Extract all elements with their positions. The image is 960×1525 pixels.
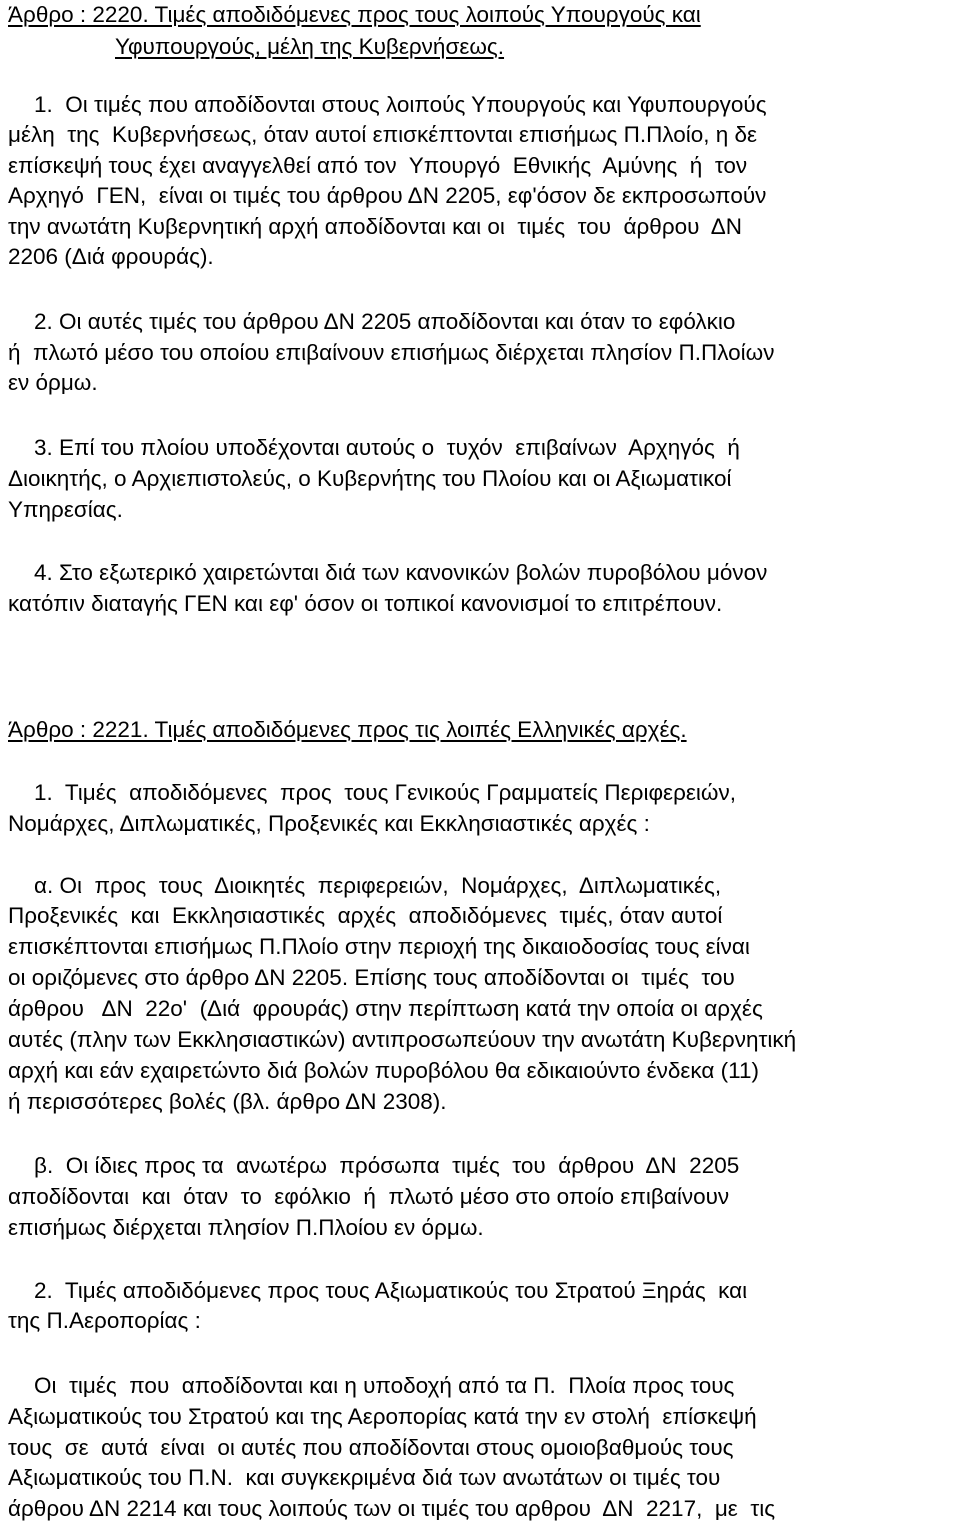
article-2220-title-line-1: Άρθρο : 2220. Τιμές αποδιδόμενες προς τους λοιπούς Υπουργούς και — [8, 2, 701, 27]
text-line: εν όρμω. — [8, 370, 98, 395]
text-line: αυτές (πλην των Εκκλησιαστικών) αντιπροσωπεύουν την ανωτάτη Κυβερνητική — [8, 1027, 797, 1052]
text-line: ή πλωτό μέσο του οποίου επιβαίνουν επισήμως διέρχεται πλησίον Π.Πλοίων — [8, 340, 775, 365]
text-line: της Π.Αεροπορίας : — [8, 1308, 201, 1333]
text-line: Διοικητής, ο Αρχιεπιστολεύς, ο Κυβερνήτης του Πλοίου και οι Αξιωματικοί — [8, 466, 732, 491]
text-line: άρθρου ΔΝ 22ο' (Διά φρουράς) στην περίπτωση κατά την οποία οι αρχές — [8, 996, 763, 1021]
text-line: Αξιωματικούς του Στρατού και της Αεροπορίας κατά την εν στολή επίσκεψή — [8, 1404, 757, 1429]
text-line: Αρχηγό ΓΕΝ, είναι οι τιμές του άρθρου ΔΝ 2205, εφ'όσον δε εκπροσωπούν — [8, 183, 767, 208]
text-line: ή περισσότερες βολές (βλ. άρθρο ΔΝ 2308). — [8, 1089, 447, 1114]
text-line: μέλη της Κυβερνήσεως, όταν αυτοί επισκέπτονται επισήμως Π.Πλοίο, η δε — [8, 122, 758, 147]
text-line: αποδίδονται και όταν το εφόλκιο ή πλωτό μέσο στο οποίο επιβαίνουν — [8, 1184, 730, 1209]
text-line: α. Οι προς τους Διοικητές περιφερειών, Νομάρχες, Διπλωματικές, — [34, 873, 722, 898]
text-line: 3. Επί του πλοίου υποδέχονται αυτούς ο τυχόν επιβαίνων Αρχηγός ή — [34, 435, 740, 460]
text-line: οι οριζόμενες στο άρθρο ΔΝ 2205. Επίσης τους αποδίδονται οι τιμές του — [8, 965, 735, 990]
text-line: 2206 (Διά φρουράς). — [8, 244, 214, 269]
text-line: Νομάρχες, Διπλωματικές, Προξενικές και Εκκλησιαστικές αρχές : — [8, 811, 650, 836]
text-line: β. Οι ίδιες προς τα ανωτέρω πρόσωπα τιμές του άρθρου ΔΝ 2205 — [34, 1153, 740, 1178]
text-line: τους σε αυτά είναι οι αυτές που αποδίδονται στους ομοιοβαθμούς τους — [8, 1435, 734, 1460]
text-line: Οι τιμές που αποδίδονται και η υποδοχή από τα Π. Πλοία προς τους — [34, 1373, 735, 1398]
text-line: επισήμως διέρχεται πλησίον Π.Πλοίου εν όρμω. — [8, 1215, 484, 1240]
text-line: αρχή και εάν εχαιρετώντο διά βολών πυροβόλου θα εδικαιούντο ένδεκα (11) — [8, 1058, 760, 1083]
article-2220-title-line-2: Υφυπουργούς, μέλη της Κυβερνήσεως. — [115, 34, 505, 59]
text-line: κατόπιν διαταγής ΓΕΝ και εφ' όσον οι τοπικοί κανονισμοί το επιτρέπουν. — [8, 591, 723, 616]
text-line: 4. Στο εξωτερικό χαιρετώνται διά των κανονικών βολών πυροβόλου μόνον — [34, 560, 768, 585]
text-line: Αξιωματικούς του Π.Ν. και συγκεκριμένα διά των ανωτάτων οι τιμές του — [8, 1465, 721, 1490]
text-line: επισκέπτονται επισήμως Π.Πλοίο στην περιοχή της δικαιοδοσίας τους είναι — [8, 934, 750, 959]
text-line: Προξενικές και Εκκλησιαστικές αρχές αποδιδόμενες τιμές, όταν αυτοί — [8, 903, 723, 928]
text-line: άρθρου ΔΝ 2214 και τους λοιπούς των οι τιμές του αρθρου ΔΝ 2217, με τις — [8, 1496, 776, 1521]
text-line: επίσκεψή τους έχει αναγγελθεί από τον Υπουργό Εθνικής Αμύνης ή τον — [8, 153, 748, 178]
text-line: την ανωτάτη Κυβερνητική αρχή αποδίδονται και οι τιμές του άρθρου ΔΝ — [8, 214, 742, 239]
text-line: 2. Τιμές αποδιδόμενες προς τους Αξιωματικούς του Στρατού Ξηράς και — [34, 1278, 748, 1303]
article-2221-title: Άρθρο : 2221. Τιμές αποδιδόμενες προς τις λοιπές Ελληνικές αρχές. — [8, 717, 687, 742]
text-line: 1. Τιμές αποδιδόμενες προς τους Γενικούς Γραμματείς Περιφερειών, — [34, 780, 736, 805]
text-line: Υπηρεσίας. — [8, 497, 123, 522]
text-line: 1. Οι τιμές που αποδίδονται στους λοιπούς Υπουργούς και Υφυπουργούς — [34, 92, 767, 117]
text-line: 2. Οι αυτές τιμές του άρθρου ΔΝ 2205 αποδίδονται και όταν το εφόλκιο — [34, 309, 736, 334]
